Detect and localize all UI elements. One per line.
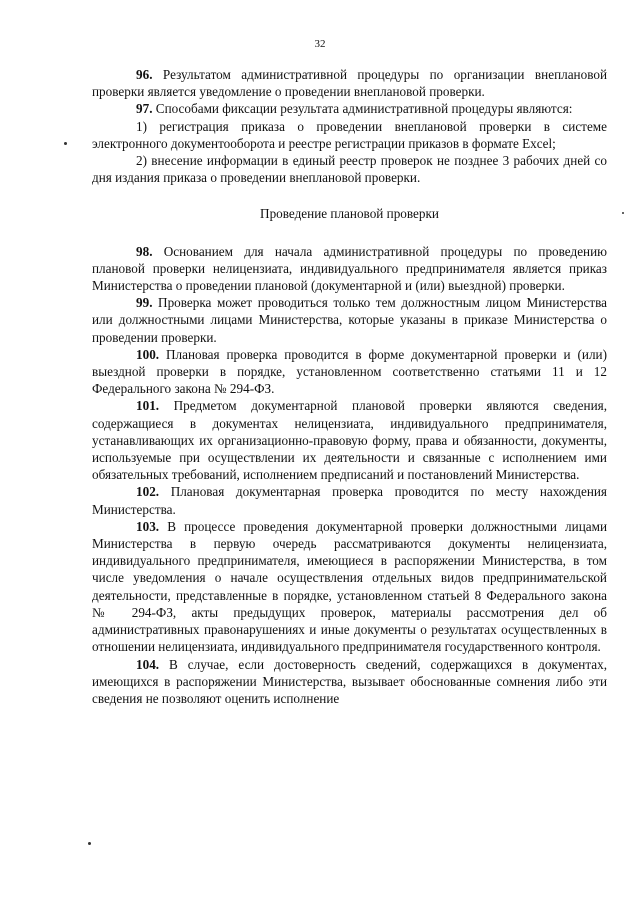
paragraph-text: 1) регистрация приказа о проведении внеплановой проверки в системе электронного документооборота и реестре регистрации приказов в формате Excel; (92, 118, 607, 151)
paragraph-97 (92, 100, 607, 117)
scan-speck (622, 212, 624, 214)
list-item-2 (92, 152, 607, 186)
paragraph-99 (92, 294, 607, 346)
paragraph-96 (92, 66, 607, 100)
paragraph-text: Проверка может проводиться только тем должностным лицом Министерства или должностными лицами Министерства, которые указаны в приказе Министерства о проведении проверки. (92, 295, 607, 345)
paragraph-number: 102. (136, 484, 160, 500)
paragraph-number: 98. (136, 243, 153, 259)
paragraph-text: Предметом документарной плановой проверки являются сведения, содержащиеся в документах нелицензиата, индивидуального предпринимателя, устанавливающих их организационно-правовую форму, права и обязанности, документы, используемые при осуществлении их деятельности и связанные с исполнением ими обязательных требований, исполнением предписаний и постановлений Министерства. (92, 398, 607, 483)
paragraph-number: 96. (136, 67, 153, 82)
paragraph-text: В процессе проведения документарной проверки должностными лицами Министерства в первую очередь рассматриваются документы нелицензиата, индивидуального предпринимателя, имеющиеся в распоряжении Министерства, в том числе уведомления о начале осуществления отдельных видов предпринимательской деятельности, представленные в порядке, установленном статьей 8 Федерального закона № 294-ФЗ, акты предыдущих проверок, материалы рассмотрения дел об административных правонарушениях и иные документы о результатах осуществленных в отношении нелицензиата, индивидуального предпринимателя государственного контроля. (92, 518, 608, 655)
paragraph-text: Плановая проверка проводится в форме документарной проверки и (или) выездной проверки в порядке, установленном соответственно статьями 11 и 12 Федерального закона № 294-ФЗ. (92, 346, 607, 397)
paragraph-101 (92, 397, 607, 483)
paragraph-103 (92, 518, 607, 656)
paragraph-104 (92, 656, 607, 708)
list-item-1 (92, 118, 607, 152)
document-body (92, 66, 607, 707)
section-heading: Проведение плановой проверки (260, 206, 439, 222)
paragraph-number: 100. (136, 346, 160, 362)
paragraph-text: Плановая документарная проверка проводится по месту нахождения Министерства. (92, 484, 607, 517)
scan-speck (88, 842, 91, 845)
paragraph-number: 97. (136, 101, 153, 117)
paragraph-number: 101. (136, 398, 160, 414)
paragraph-text: Результатом административной процедуры по организации внеплановой проверки является уведомление о проведении внеплановой проверки. (92, 67, 607, 100)
paragraph-98 (92, 243, 607, 295)
paragraph-text: В случае, если достоверность сведений, содержащихся в документах, имеющихся в распоряжении Министерства, вызывает обоснованные сомнения либо эти сведения не позволяют оценить исполнение (92, 656, 607, 706)
scan-speck (64, 142, 67, 145)
paragraph-number: 99. (136, 295, 153, 311)
paragraph-number: 103. (136, 518, 160, 534)
paragraph-text: Способами фиксации результата административной процедуры являются: (155, 101, 573, 117)
paragraph-100 (92, 346, 607, 398)
paragraph-text: Основанием для начала административной процедуры по проведению плановой проверки нелицензиата, индивидуального предпринимателя является приказ Министерства о проведении плановой (документарной и (или) выездной) проверки. (92, 243, 608, 294)
paragraph-text: 2) внесение информации в единый реестр проверок не позднее 3 рабочих дней со дня издания приказа о проведении внеплановой проверки. (92, 153, 607, 186)
paragraph-number: 104. (136, 656, 160, 672)
page-number: 32 (314, 38, 326, 50)
paragraph-102 (92, 483, 607, 517)
